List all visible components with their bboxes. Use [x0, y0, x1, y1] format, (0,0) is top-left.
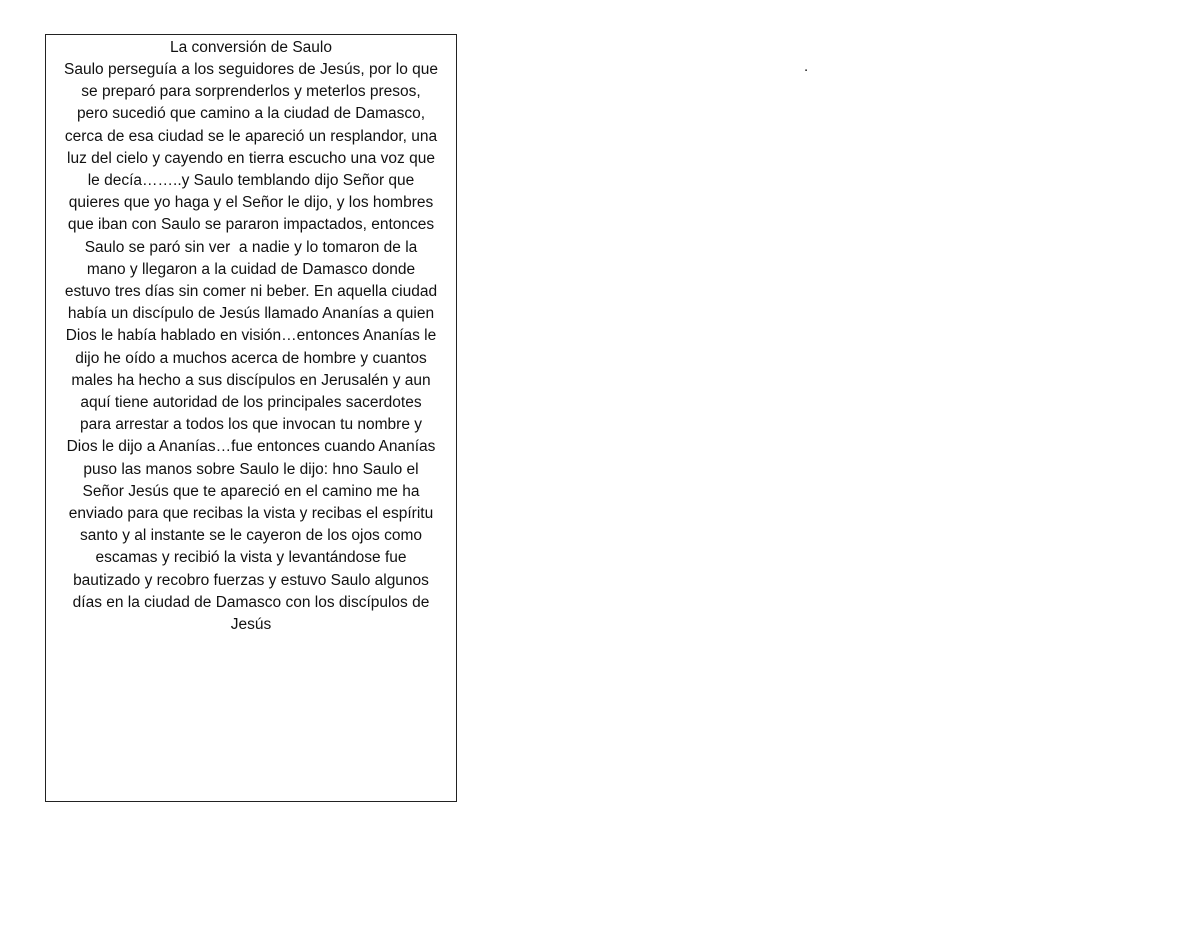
- story-line: mano y llegaron a la cuidad de Damasco donde: [86, 260, 416, 278]
- story-line: le decía……..y Saulo temblando dijo Señor que: [87, 172, 415, 190]
- story-line: días en la ciudad de Damasco con los discípulos de: [72, 593, 430, 611]
- story-line: bautizado y recobro fuerzas y estuvo Saulo algunos: [73, 571, 429, 589]
- story-line: Saulo perseguía a los seguidores de Jesús, por lo que: [64, 61, 438, 78]
- story-line: aquí tiene autoridad de los principales sacerdotes: [80, 394, 422, 412]
- story-line: Saulo se paró sin ver a nadie y lo tomaron de la: [84, 238, 418, 256]
- story-line: había un discípulo de Jesús llamado Ananías a quien: [67, 305, 435, 323]
- story-line: Señor Jesús que te apareció en el camino me ha: [82, 482, 420, 500]
- story-line: dijo he oído a muchos acerca de hombre y cuantos: [75, 349, 427, 367]
- story-body: [46, 59, 456, 636]
- story-line: se preparó para sorprenderlos y meterlos presos,: [81, 83, 421, 101]
- story-line: pero sucedió que camino a la ciudad de Damasco,: [76, 105, 426, 123]
- story-line: enviado para que recibas la vista y recibas el espíritu: [68, 505, 434, 523]
- story-line: puso las manos sobre Saulo le dijo: hno Saulo el: [83, 460, 419, 478]
- story-line: luz del cielo y cayendo en tierra escucho una voz que: [67, 149, 435, 167]
- story-line: para arrestar a todos los que invocan tu nombre y: [79, 416, 423, 434]
- story-line: que iban con Saulo se pararon impactados, entonces: [67, 216, 435, 234]
- story-text-box: [45, 34, 457, 802]
- story-line: Jesús: [230, 616, 272, 634]
- story-line: estuvo tres días sin comer ni beber. En aquella ciudad: [64, 283, 438, 301]
- story-line: escamas y recibió la vista y levantándose fue: [95, 549, 407, 567]
- stray-dot: .: [804, 58, 809, 75]
- story-line: Dios le dijo a Ananías…fue entonces cuando Ananías: [66, 438, 436, 456]
- story-title: La conversión de Saulo: [169, 39, 332, 56]
- story-line: cerca de esa ciudad se le apareció un resplandor, una: [64, 127, 438, 145]
- story-line: males ha hecho a sus discípulos en Jerusalén y aun: [71, 371, 431, 389]
- story-line: quieres que yo haga y el Señor le dijo, y los hombres: [68, 194, 434, 212]
- story-line: Dios le había hablado en visión…entonces Ananías le: [65, 327, 437, 345]
- story-line: santo y al instante se le cayeron de los ojos como: [79, 527, 423, 545]
